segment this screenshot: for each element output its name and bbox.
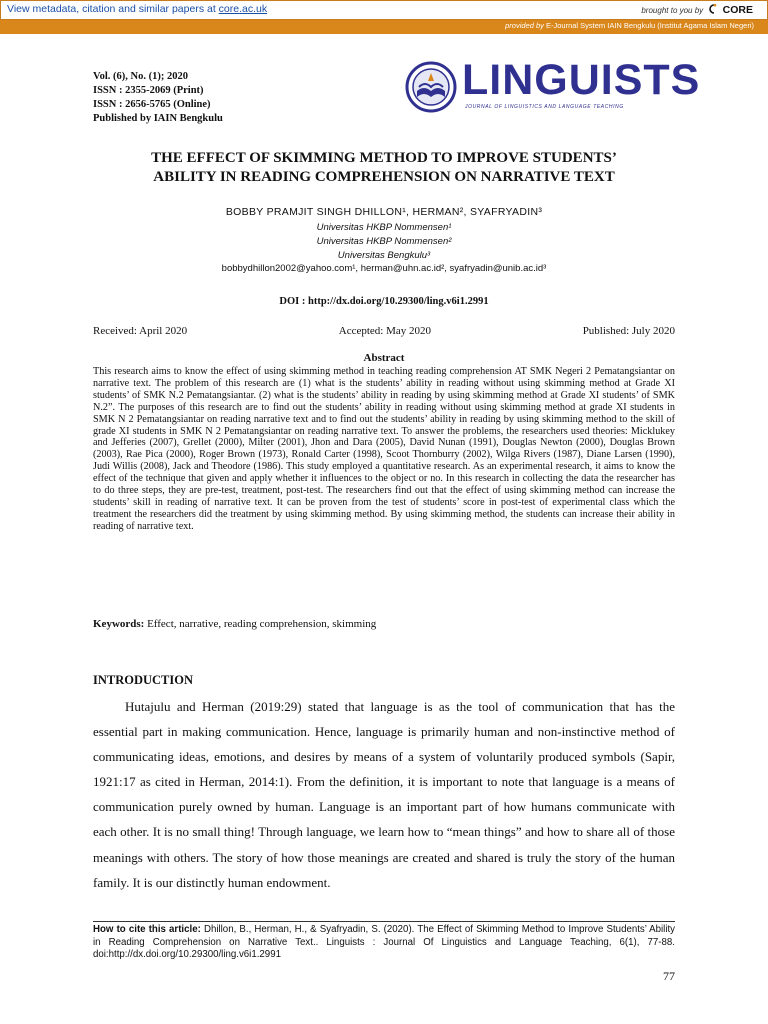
affiliation-1: Universitas HKBP Nommensen¹	[316, 222, 452, 233]
title-line-2: ABILITY IN READING COMPREHENSION ON NARRATIVE TEXT	[153, 169, 615, 185]
affiliation-2: Universitas HKBP Nommensen²	[316, 236, 452, 247]
published-date: Published: July 2020	[582, 325, 675, 337]
publisher: Published by IAIN Bengkulu	[93, 113, 223, 124]
keywords-label: Keywords:	[93, 618, 145, 630]
core-banner	[0, 0, 768, 20]
provider-text	[505, 21, 754, 30]
cite-label: How to cite this article:	[93, 924, 201, 935]
affiliation-3: Universitas Bengkulu³	[337, 250, 431, 261]
core-logo-text: CORE	[722, 4, 753, 16]
introduction-paragraph: Hutajulu and Herman (2019:29) stated that language is as the tool of communication that has the essential part in making communication. Hence, language is primarily human and non-instinctive method of communicating ideas, emotions, and desires by means of a system of voluntarily produced symbols (Sapir, 1921:17 as cited in Herman, 2014:1). From the definition, it is important to note that language is a means of communication purely owned by human. Language is an important part of how humans communicate with each other. It is no small thing! Through language, we learn how to “mean things” and how to share all of those meanings with others. The story of how those meanings are created and shared is truly the story of the human family. It is our distinctly human endowment.	[93, 699, 675, 890]
provided-by-label: provided by	[505, 21, 544, 30]
keywords	[93, 618, 675, 630]
journal-meta	[93, 70, 223, 126]
abstract-heading: Abstract	[363, 352, 405, 364]
book-emblem-icon	[405, 61, 457, 113]
title-line-1: THE EFFECT OF SKIMMING METHOD TO IMPROVE STUDENTS’	[151, 150, 617, 166]
provider-name: E-Journal System IAIN Bengkulu (Institut Agama Islam Negeri)	[545, 21, 754, 30]
core-banner-left	[7, 3, 267, 15]
citation-box	[93, 921, 675, 962]
core-banner-right[interactable]	[641, 3, 753, 16]
doi-link[interactable]: DOI : http://dx.doi.org/10.29300/ling.v6i1.2991	[279, 296, 489, 307]
author-emails: bobbydhillon2002@yahoo.com¹, herman@uhn.ac.id², syafryadin@unib.ac.id³	[221, 263, 547, 274]
issn-online: ISSN : 2656-5765 (Online)	[93, 99, 211, 110]
brought-by-text: brought to you by	[641, 6, 704, 15]
logo-subtitle: JOURNAL OF LINGUISTICS AND LANGUAGE TEACHING	[465, 104, 624, 110]
authors: BOBBY PRAMJIT SINGH DHILLON¹, HERMAN², SYAFRYADIN³	[225, 206, 543, 218]
accepted-date: Accepted: May 2020	[338, 325, 432, 337]
keywords-list: Effect, narrative, reading comprehension, skimming	[147, 618, 377, 630]
submission-dates	[93, 325, 675, 337]
issn-print: ISSN : 2355-2069 (Print)	[93, 85, 204, 96]
core-logo-icon	[707, 3, 717, 15]
core-link[interactable]: core.ac.uk	[218, 3, 268, 15]
cite-text: Dhillon, B., Herman, H., & Syafryadin, S. (2020). The Effect of Skimming Method to Improve Students’ Ability in Reading Comprehension on Narrative Text.. Linguists : Journal Of Linguistics and Language Teaching, 6(1), 77-88. doi:http://dx.doi.org/10.29300/ling.v6i1.2991	[93, 924, 676, 960]
volume-line: Vol. (6), No. (1); 2020	[93, 71, 188, 82]
introduction-heading: INTRODUCTION	[93, 673, 194, 687]
received-date: Received: April 2020	[93, 325, 188, 337]
core-banner-prefix: View metadata, citation and similar papers at	[7, 3, 219, 15]
abstract-text: This research aims to know the effect of using skimming method in teaching reading comprehension AT SMK Negeri 2 Pematangsiantar on narrative text. The problem of this research are (1) what is the students’ ability in reading without using skimming method at Grade XI students’ of SMK N.2 Pematangsiantar. (2) what is the students’ ability in reading by using skimming method at Grade XI students’ of SMK N.2”. The purposes of this research are to find out the students’ ability in reading without using skimming method at grade XI students in SMK N 2 Pematangsiantar on reading narrative text and to find out the students’ ability in reading by using skimming method to the skill of grade XI students in SMK N 2 Pematangsiantar on reading narrative text. To answer the problems, the researchers used theories: Micklukey and Jefferies (2007), Grellet (2000), Milter (2001), Jhon and Dara (2005), David Nunan (1991), Douglas Newton (2000), Douglas Brown (2003), Rae Pica (2000), Roger Brown (1973), Ronald Carter (1998), Scoot Thornburry (2002), Wilga Rivers (1987), Diane Larsen (1990), Judi Willis (2008), Jack and Theodore (1986). This study employed a quantitative research. As an experimental research, it aims to know the effect of the technique that given and apply whether it influences to the object or no. In this research in collecting the data the researcher has to do three steps, they are pre-test, treatment, post-test. The researchers find out that the effect of using skimming method can increase the students’ skill in reading of narrative text. It can be proven from the test of students’ score in post-test of experimental class which the treatment the researchers did the treatment by using skimming method. By using skimming method, the students can increase their ability in reading of narrative text.	[93, 366, 675, 532]
provider-bar	[0, 20, 768, 34]
paper-title	[40, 149, 728, 187]
journal-logo	[405, 55, 701, 117]
page-number: 77	[663, 969, 675, 983]
logo-wordmark: LINGUISTS	[462, 56, 701, 104]
